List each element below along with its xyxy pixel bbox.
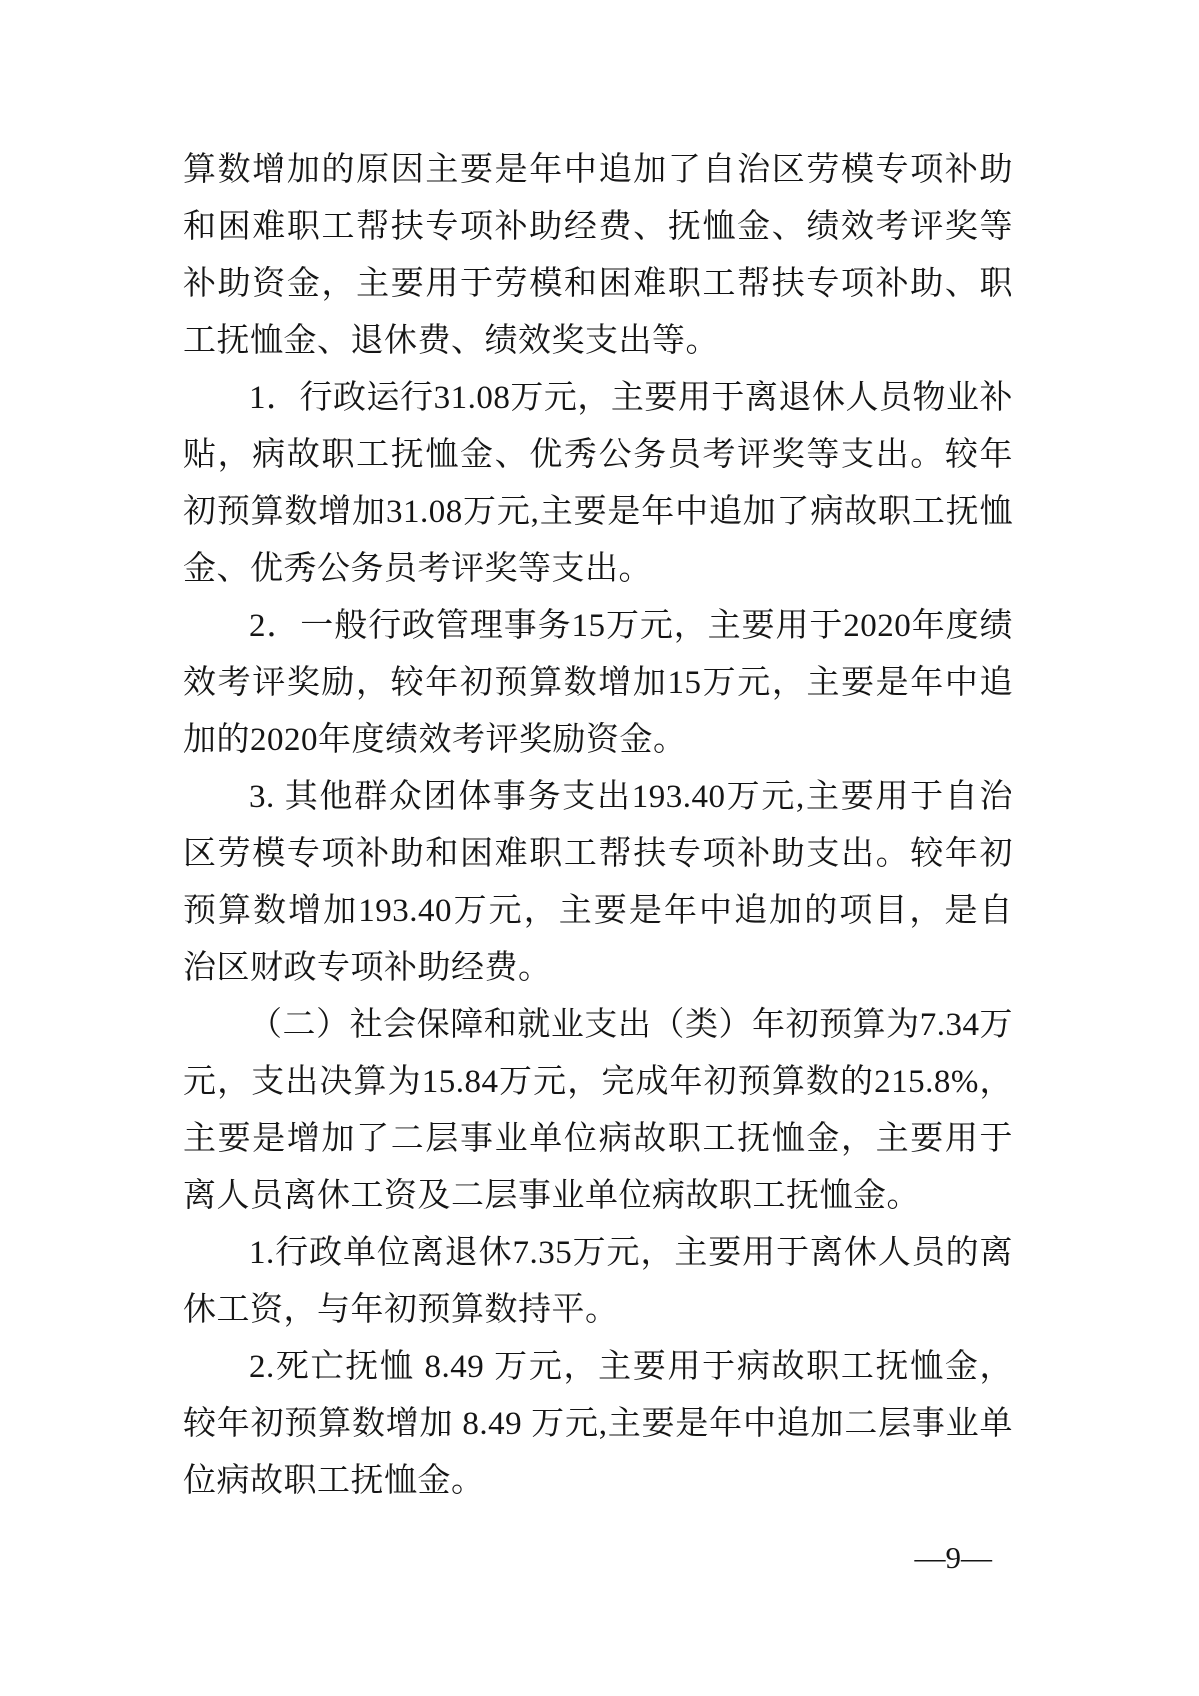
body-paragraph: 1．行政运行31.08万元，主要用于离退休人员物业补贴，病故职工抚恤金、优秀公务员考评奖等支出。较年初预算数增加31.08万元,主要是年中追加了病故职工抚恤金、优秀公务员考评奖等支出。	[183, 380, 1013, 587]
body-paragraph: 3. 其他群众团体事务支出193.40万元,主要用于自治区劳模专项补助和困难职工帮扶专项补助支出。较年初预算数增加193.40万元，主要是年中追加的项目，是自治区财政专项补助经费。	[183, 779, 1013, 986]
body-paragraph: 2．一般行政管理事务15万元，主要用于2020年度绩效考评奖励，较年初预算数增加15万元，主要是年中追加的2020年度绩效考评奖励资金。	[183, 608, 1013, 758]
page-number: —9—	[914, 1540, 992, 1575]
body-paragraph: 1.行政单位离退休7.35万元，主要用于离休人员的离休工资，与年初预算数持平。	[183, 1235, 1013, 1328]
body-paragraph: 算数增加的原因主要是年中追加了自治区劳模专项补助和困难职工帮扶专项补助经费、抚恤金、绩效考评奖等补助资金，主要用于劳模和困难职工帮扶专项补助、职工抚恤金、退休费、绩效奖支出等。	[183, 152, 1013, 359]
document-text-block	[183, 142, 1013, 1510]
body-paragraph: 2.死亡抚恤 8.49 万元，主要用于病故职工抚恤金，较年初预算数增加 8.49 万元,主要是年中追加二层事业单位病故职工抚恤金。	[183, 1349, 1013, 1499]
body-paragraph: （二）社会保障和就业支出（类）年初预算为7.34万元，支出决算为15.84万元，完成年初预算数的215.8%，主要是增加了二层事业单位病故职工抚恤金，主要用于离人员离休工资及二层事业单位病故职工抚恤金。	[183, 1007, 1013, 1214]
